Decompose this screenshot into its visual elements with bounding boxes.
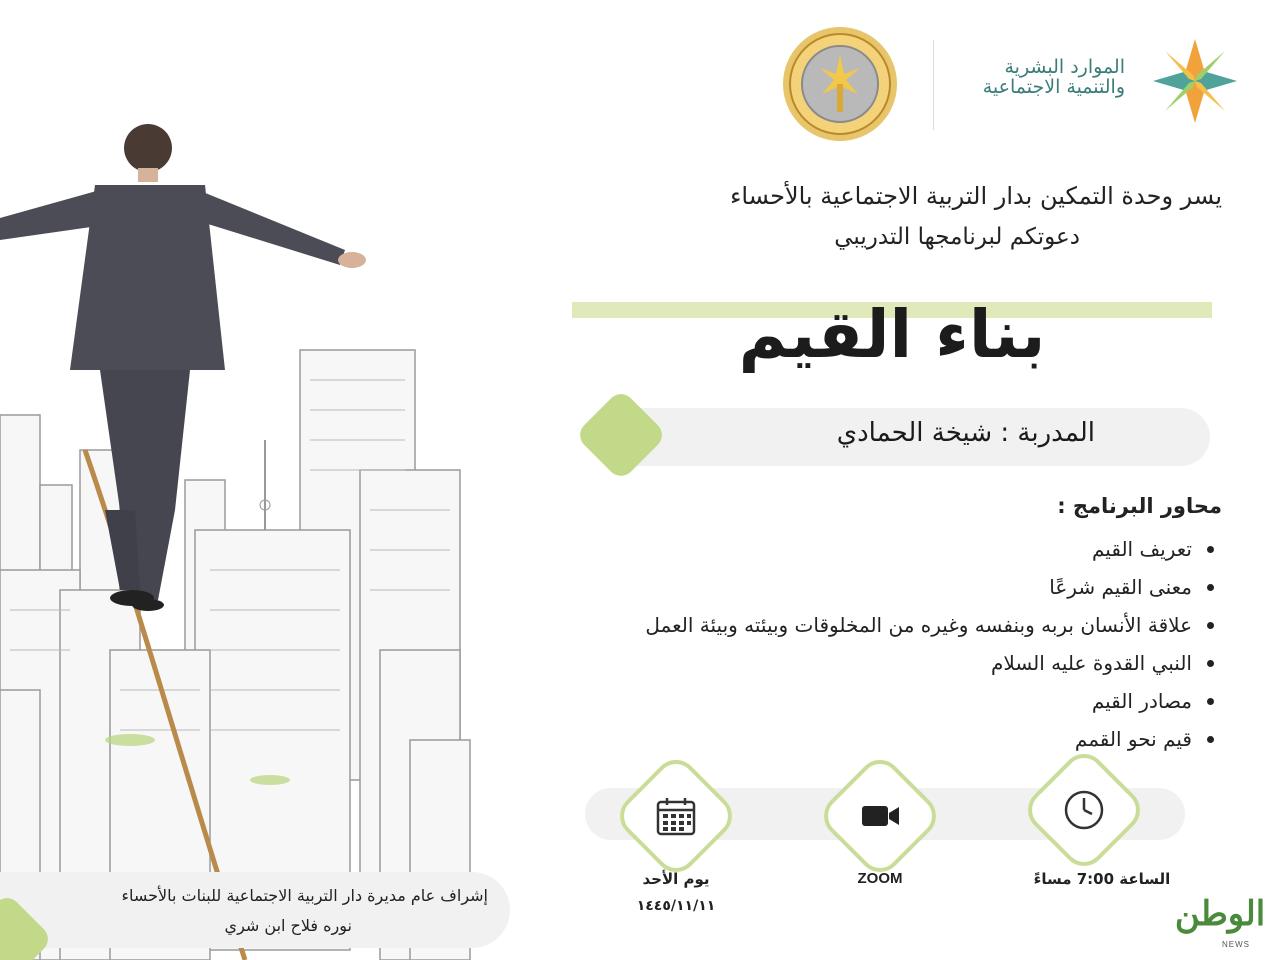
supervision-pill xyxy=(0,872,510,948)
supervision-title: إشراف عام مديرة دار التربية الاجتماعية للبنات بالأحساء xyxy=(121,886,488,905)
bullet-icon xyxy=(1207,698,1214,705)
video-camera-icon xyxy=(858,794,902,838)
logo-divider xyxy=(933,40,934,130)
topic-item xyxy=(512,572,1192,610)
topic-text: معنى القيم شرعًا xyxy=(1049,575,1192,599)
topic-text: علاقة الأنسان بربه وبنفسه وغيره من المخلوقات وبيئته وبيئة العمل xyxy=(645,613,1192,637)
calendar-icon xyxy=(654,794,698,838)
event-date: ١٤٤٥/١١/١١ xyxy=(636,898,716,914)
bullet-icon xyxy=(1207,584,1214,591)
bullet-icon xyxy=(1207,546,1214,553)
watermark-sub: NEWS xyxy=(1222,940,1250,949)
ministry-name-line2: والتنمية الاجتماعية xyxy=(982,75,1125,98)
program-title: بناء القيم xyxy=(738,296,1046,373)
topic-text: مصادر القيم xyxy=(1091,689,1192,713)
intro-line-1: يسر وحدة التمكين بدار التربية الاجتماعية بالأحساء xyxy=(730,182,1222,210)
topic-item xyxy=(512,534,1192,572)
seal-logo xyxy=(780,24,900,144)
tightrope-illustration xyxy=(0,90,560,960)
topics-heading: محاور البرنامج : xyxy=(1057,494,1222,518)
bullet-icon xyxy=(1207,660,1214,667)
event-day: يوم الأحد xyxy=(642,870,710,888)
bullet-icon xyxy=(1207,622,1214,629)
topics-list xyxy=(512,534,1192,762)
platform-badge xyxy=(815,751,945,881)
topic-item xyxy=(512,686,1192,724)
event-time: الساعة 7:00 مساءً xyxy=(1033,870,1171,888)
ministry-name xyxy=(895,58,1125,98)
program-title-block xyxy=(572,290,1212,380)
event-platform: ZOOM xyxy=(857,870,903,887)
supervisor-name: نوره فلاح ابن شري xyxy=(224,916,352,935)
ministry-name-line1: الموارد البشرية xyxy=(1004,56,1125,78)
topic-item xyxy=(512,648,1192,686)
topic-text: النبي القدوة عليه السلام xyxy=(991,651,1192,675)
topic-text: تعريف القيم xyxy=(1092,537,1192,561)
intro-line-2: دعوتكم لبرنامجها التدريبي xyxy=(834,224,1080,250)
clock-icon xyxy=(1062,788,1106,832)
time-badge xyxy=(1019,745,1149,875)
watermark-logo: الوطن xyxy=(1174,894,1266,934)
date-badge xyxy=(611,751,741,881)
trainer-name: المدربة : شيخة الحمادي xyxy=(836,418,1095,448)
bullet-icon xyxy=(1207,736,1214,743)
ministry-star-logo xyxy=(1140,36,1250,126)
topic-text: قيم نحو القمم xyxy=(1074,727,1192,751)
topic-item xyxy=(512,610,1192,648)
